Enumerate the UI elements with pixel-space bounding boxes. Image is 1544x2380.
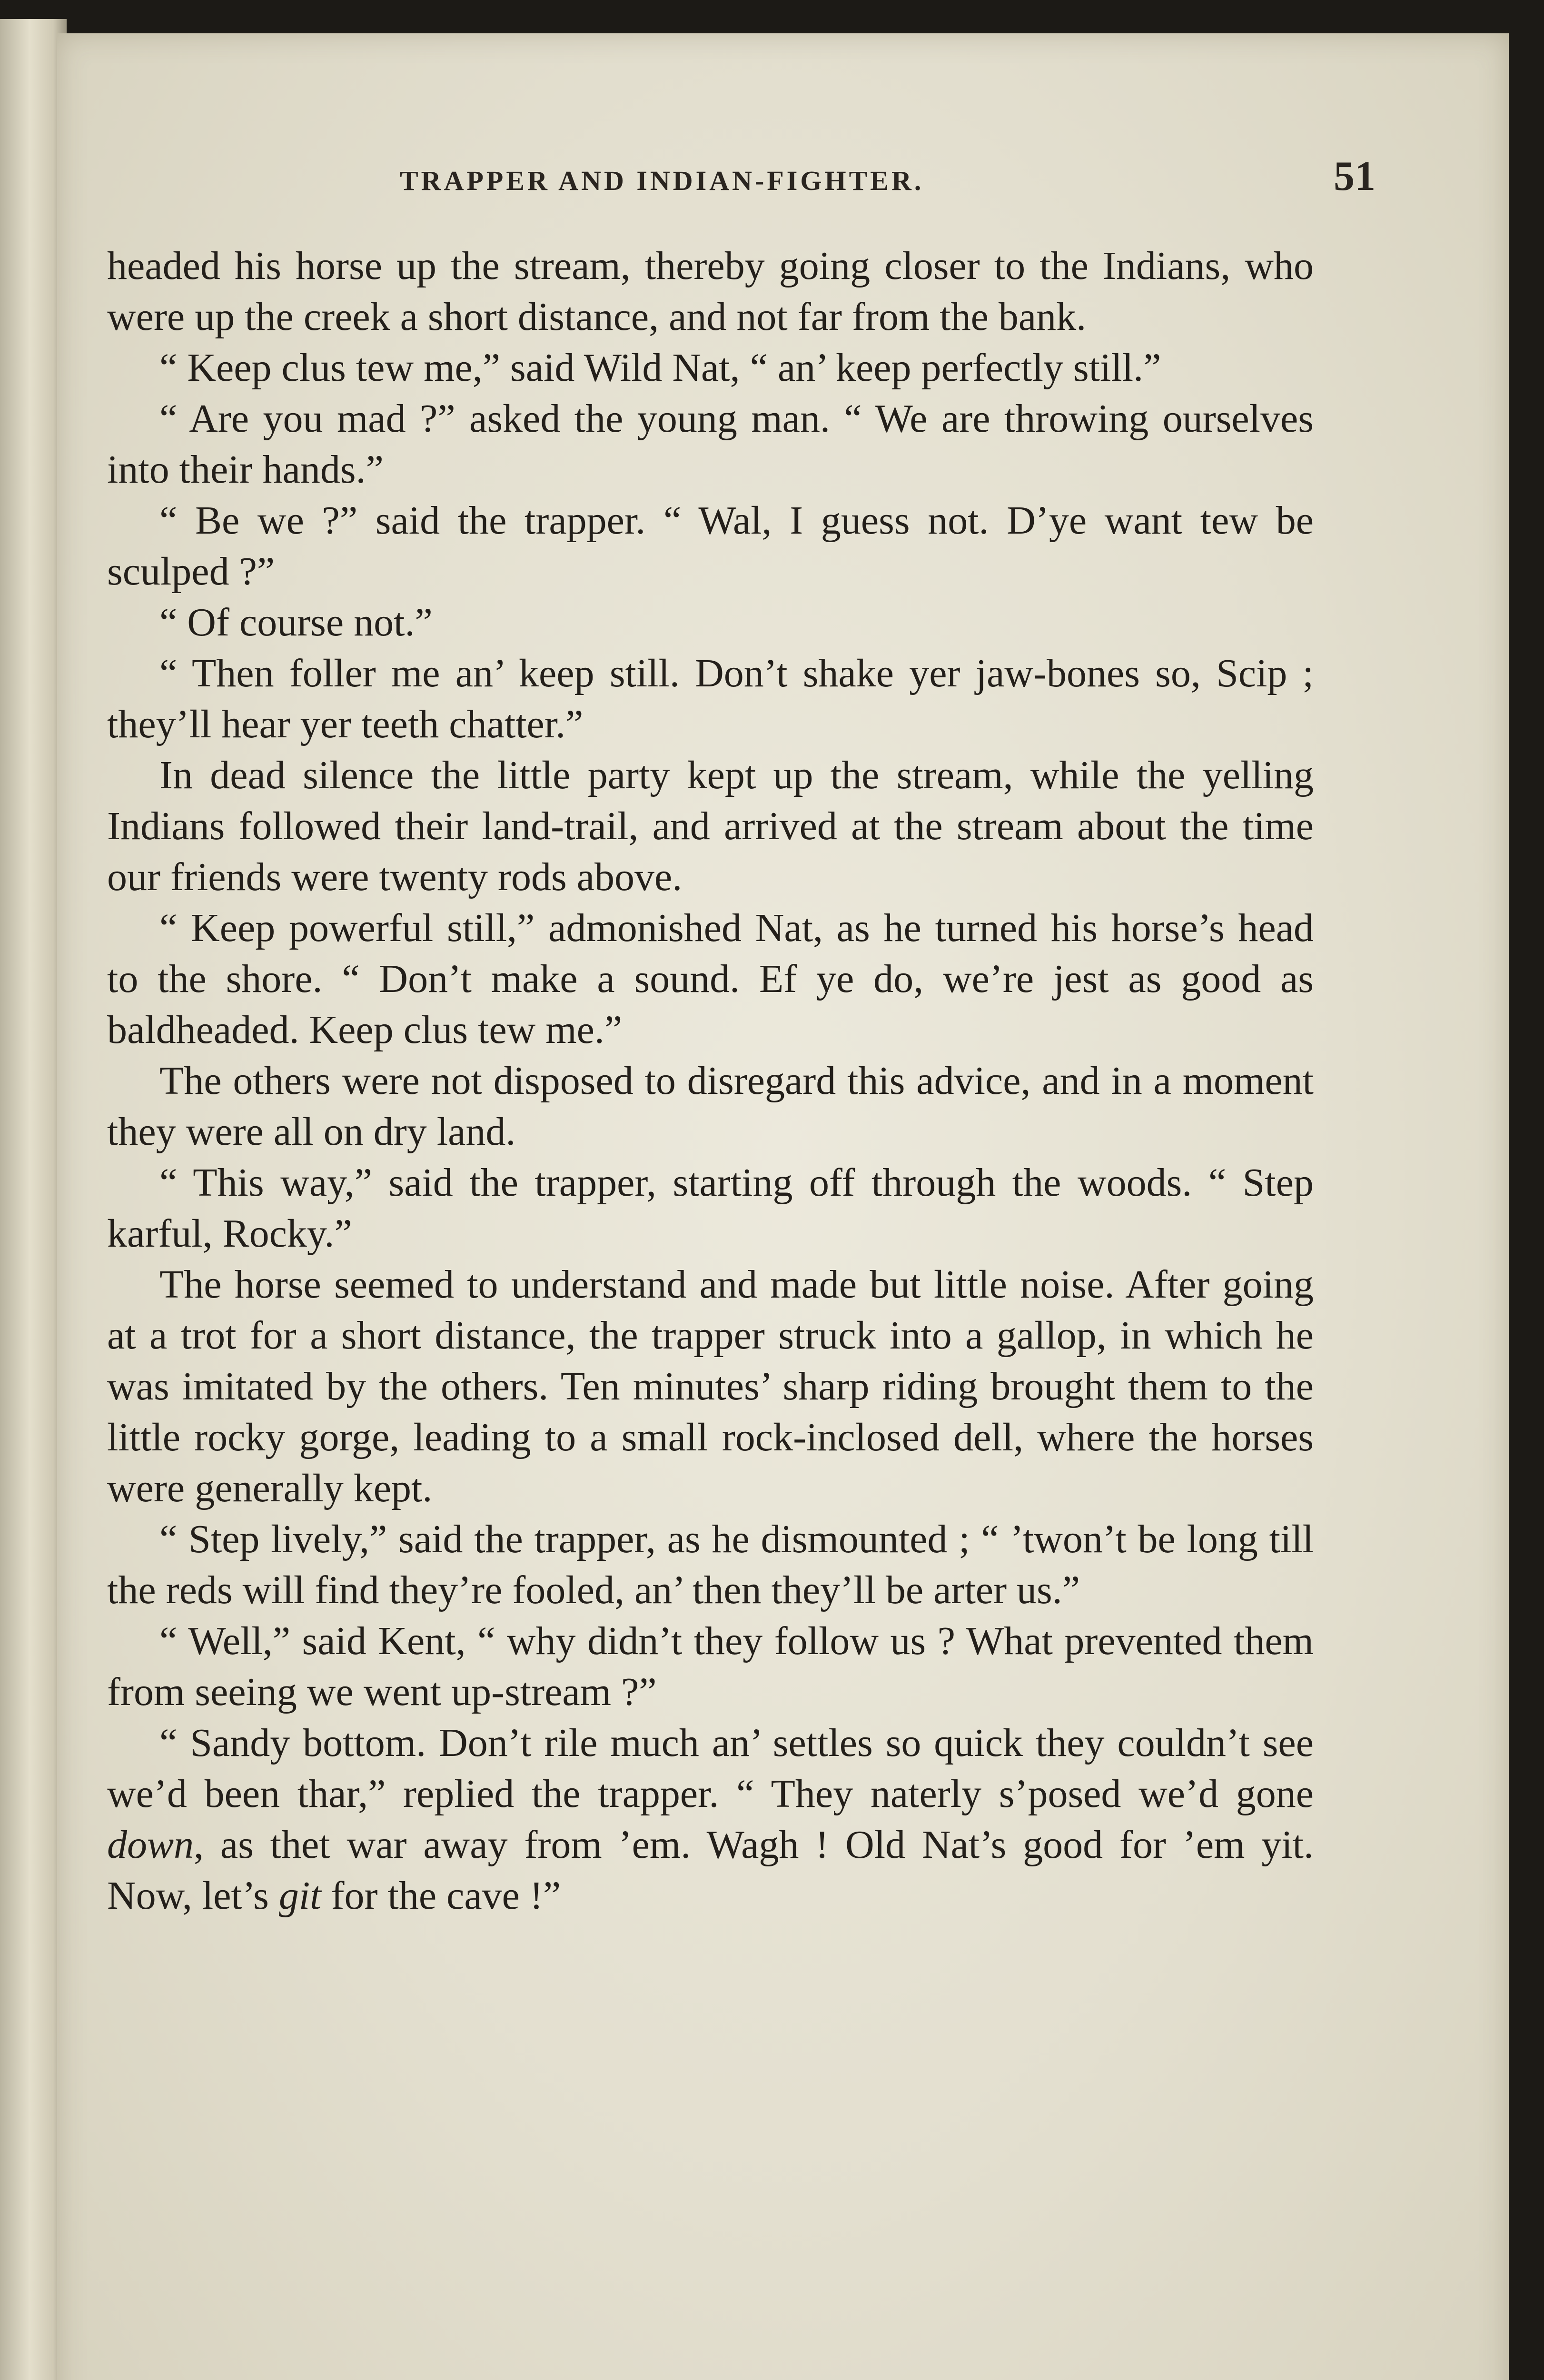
page-number: 51 [1334, 153, 1376, 199]
final-text-part: “ Sandy bottom. Don’t rile much an’ settles so quick they couldn’t see we’d been thar,” replied the trapper. “ They naterly s’posed we’d gone [107, 1721, 1314, 1816]
paragraph: “ Be we ?” said the trapper. “ Wal, I guess not. D’ye want tew be sculped ?” [107, 498, 1314, 594]
paragraph: The others were not disposed to disregard this advice, and in a moment they were all on dry land. [107, 1059, 1314, 1154]
paragraph: “ Then foller me an’ keep still. Don’t shake yer jaw-bones so, Scip ; they’ll hear yer teeth chatter.” [107, 651, 1314, 746]
final-text-part: , as thet war away from ’em. Wagh ! Old Nat’s good for ’em yit. Now, let’s [107, 1823, 1314, 1918]
paragraph: “ Step lively,” said the trapper, as he dismounted ; “ ’twon’t be long till the reds will find they’re fooled, an’ then they’ll be arter us.” [107, 1517, 1314, 1612]
final-paragraph [107, 1717, 1314, 1921]
paragraph: “ Are you mad ?” asked the young man. “ We are throwing ourselves into their hands.” [107, 397, 1314, 492]
paragraph: The horse seemed to understand and made but little noise. After going at a trot for a short distance, the trapper struck into a gallop, in which he was imitated by the others. Ten minutes’ sharp riding brought them to the little rocky gorge, leading to a small rock-inclosed dell, where the horses were generally kept. [107, 1262, 1314, 1510]
italic-word: git [278, 1874, 321, 1918]
page-header [400, 152, 1390, 200]
final-text-part: for the cave !” [321, 1874, 561, 1918]
paragraph: “ Well,” said Kent, “ why didn’t they follow us ? What prevented them from seeing we went up-stream ?” [107, 1619, 1314, 1714]
book-spine-edge [0, 19, 67, 2380]
paragraph: “ Keep clus tew me,” said Wild Nat, “ an’ keep perfectly still.” [159, 346, 1161, 390]
paragraph: In dead silence the little party kept up the stream, while the yelling Indians followed their land-trail, and arrived at the stream about the time our friends were twenty rods above. [107, 753, 1314, 899]
body-text [107, 240, 1314, 1921]
paragraph: “ This way,” said the trapper, starting off through the woods. “ Step karful, Rocky.” [107, 1160, 1314, 1256]
paragraph: “ Keep powerful still,” admonished Nat, as he turned his horse’s head to the shore. “ Don’t make a sound. Ef ye do, we’re jest as good as baldheaded. Keep clus tew me.” [107, 906, 1314, 1052]
paragraph: “ Of course not.” [159, 600, 433, 645]
italic-word: down [107, 1823, 194, 1867]
paragraph: headed his horse up the stream, thereby going closer to the Indians, who were up the creek a short distance, and not far from the bank. [107, 244, 1314, 339]
running-head: TRAPPER AND INDIAN-FIGHTER. [400, 165, 924, 196]
